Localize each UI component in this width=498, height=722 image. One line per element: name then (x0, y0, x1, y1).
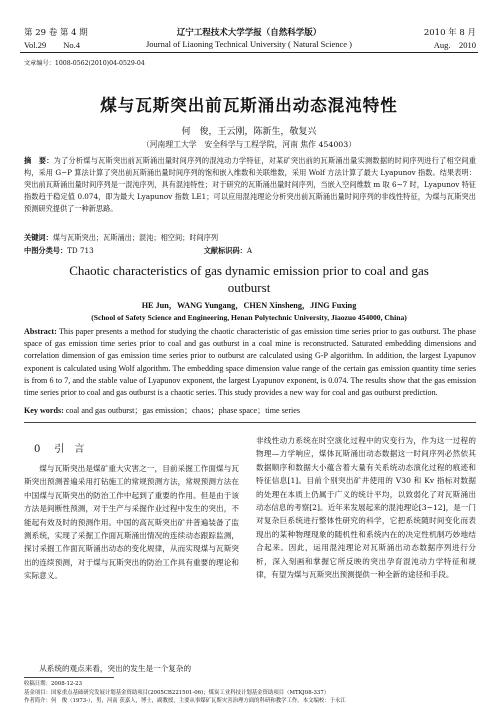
affiliation-en: (School of Safety Science and Engineering, Henan Polytechnic University, Jiaozuo 454000, China) (91, 313, 407, 322)
volume-issue-en: Vol.29 No.4 (24, 40, 81, 50)
abstract-cn-label: 摘 要： (24, 156, 54, 165)
authors-en: HE Jun，WANG Yungang，CHEN Xinsheng，JING Fuxing (141, 301, 357, 310)
doc-code-label: 文献标识码： (203, 246, 247, 255)
section-title: 引 言 (54, 444, 85, 455)
footnotes (24, 680, 476, 706)
keywords-en (24, 405, 476, 417)
authors-cn: 何 俊，王云刚，陈新生，敬复兴 (181, 127, 317, 137)
journal-name-en: Journal of Liaoning Technical University ( Natural Science ) (145, 39, 352, 49)
article-id: 文章编号：1008-0562(2010)04-0529-04 (24, 60, 145, 67)
abstract-en-label: Abstract: (24, 327, 57, 336)
paper-title-en: Chaotic characteristics of gas dynamic emission prior to coal and gas outburst (69, 263, 429, 295)
body-left-para: 煤与瓦斯突出是煤矿重大灾害之一，目前采掘工作面煤与瓦斯突出预测普遍采用打钻施工的常规预测方法，常规预测方法在中国煤与瓦斯突出的防治工作中起到了重要的作用。但是由于该方法是间断性预测，对于生产与采掘作业过程中发生的突出，不能起有效及时的预测作用。中国的高瓦斯突出矿井普遍装备了监测系统，实现了采掘工作面瓦斯涌出情况的连续动态跟踪监测，探讨采掘工作面瓦斯涌出动态的变化规律，从而实现煤与瓦斯突出的连续预测，对于煤与瓦斯突出的防治工作具有重要的理论和实际意义。 (24, 464, 239, 581)
footnote-funding: 基金项目：国家重点基础研究发展计划基金资助项目(2005CB221501-06)；煤炭工业科技计划基金资助项目（MTKJ08-337） (24, 689, 330, 696)
footnote-rule (24, 677, 114, 678)
clc-label: 中图分类号： (24, 246, 68, 255)
journal-name-cn: 辽宁工程技术大学学报（自然科学版） (176, 28, 322, 38)
date-cn: 2010 年 8 月 (423, 28, 476, 38)
paper-title-cn: 煤与瓦斯突出前瓦斯涌出动态混沌特性 (100, 96, 398, 115)
keywords-cn (24, 232, 476, 244)
abstract-en (24, 326, 476, 399)
abstract-en-text: This paper presents a method for studying the chaotic characteristic of gas emission time series prior to gas outburst. The phase space of gas emission time series prior to coal and gas outburst in a coal mine is reconstructed. Saturated embedding dimensions and correlation dimension of gas emission time series prior to outburst are calculated using G-P algorithm. In addition, the largest Lyapunov exponent is calculated using Wolf algorithm. The embedding space dimension value range of the certain gas emission quantity time series is from 6 to 7, and the stable value of Lyapunov exponent, the largest Lyapunov exponent, is 0.074. The results show that the gas emission time series prior to coal and gas outburst is a chaotic series. This study provides a new way for coal and gas outburst prediction. (24, 327, 476, 398)
abstract-rule (24, 422, 476, 423)
section-heading (34, 440, 84, 455)
volume-issue-cn: 第 29 卷 第 4 期 (24, 28, 88, 38)
doc-code-value: A (246, 246, 253, 255)
body-right-para: 非线性动力系统在时空演化过程中的灾变行为，作为这一过程的物理—力学响应，煤体瓦斯涌出动态数据这一时间序列必然依其数据顺序和数据大小蕴含着大量有关系统动态演化过程的痕迹和特征信息[1]。目前个别突出矿井使用的 V30 和 Kv 指标对数据的处理在本质上仍属于广义的统计平均，以致弱化了对瓦斯涌出动态信息的考察[2]。近年来发展起来的混沌理论[3−12]，是一门对复杂巨系统进行整体性研究的科学，它把系统随时间变化而表现出的某种物理现象的随机性和系统内在的决定性机制巧妙地结合起来。因此，运用混沌理论对瓦斯涌出动态数据序列进行分析，深入刻画和掌握它所反映的突出孕育混沌动力学特征和规律，有望为煤与瓦斯突出预测提供一种全新的途径和手段。 (256, 436, 476, 580)
keywords-en-label: Key words: (24, 406, 64, 415)
keywords-cn-label: 关键词： (24, 233, 53, 242)
clc-value: TD 713 (67, 246, 94, 255)
abstract-cn (24, 155, 476, 215)
abstract-cn-text: 为了分析煤与瓦斯突出前瓦斯涌出量时间序列的混沌动力学特征，对某矿突出前的瓦斯涌出量实测数据的时间序列进行了相空间重构，采用 G−P 算法计算了突出前瓦斯涌出量时间序列的饱和嵌入维数和关联维数，采用 Wolf 方法计算了最大 Lyapunov 指数。结果表明：突出前瓦斯涌出量时间序列是一混沌序列，具有混沌特性；对于研究的瓦斯涌出量时间序列，当嵌入空间维数 m 取 6∼7 时，Lyapunov 特征指数趋于稳定值 0.074，即为最大 Lyapunov 指数 LE1；可以应用混沌理论分析突出前瓦斯涌出量时间序列的非线性特征，为煤与瓦斯突出预测研究提供了一种新思路。 (24, 156, 476, 213)
keywords-en-text: coal and gas outburst；gas emission；chaos；phase space；time series (65, 406, 301, 415)
footnote-author: 作者简介：何 俊（1973-），男，河南 获嘉人，博士，副教授，主要从事煤矿瓦斯灾害治理方面的科研和教学工作。本文编校：于永江 (24, 698, 346, 704)
classification-line (24, 245, 476, 257)
footnote-received: 收稿日期：2008-12-23 (24, 681, 83, 687)
affiliation-cn: （河南理工大学 安全科学与工程学院，河南 焦作 454003） (141, 140, 357, 149)
keywords-cn-text: 煤与瓦斯突出；瓦斯涌出；混沌；相空间；时间序列 (52, 233, 219, 242)
section-number: 0 (34, 444, 41, 455)
header-rule (20, 52, 478, 53)
date-en: Aug. 2010 (433, 40, 476, 50)
body-left-tail: 从系统的观点来看，突出的发生是一个复杂的 (39, 664, 192, 673)
